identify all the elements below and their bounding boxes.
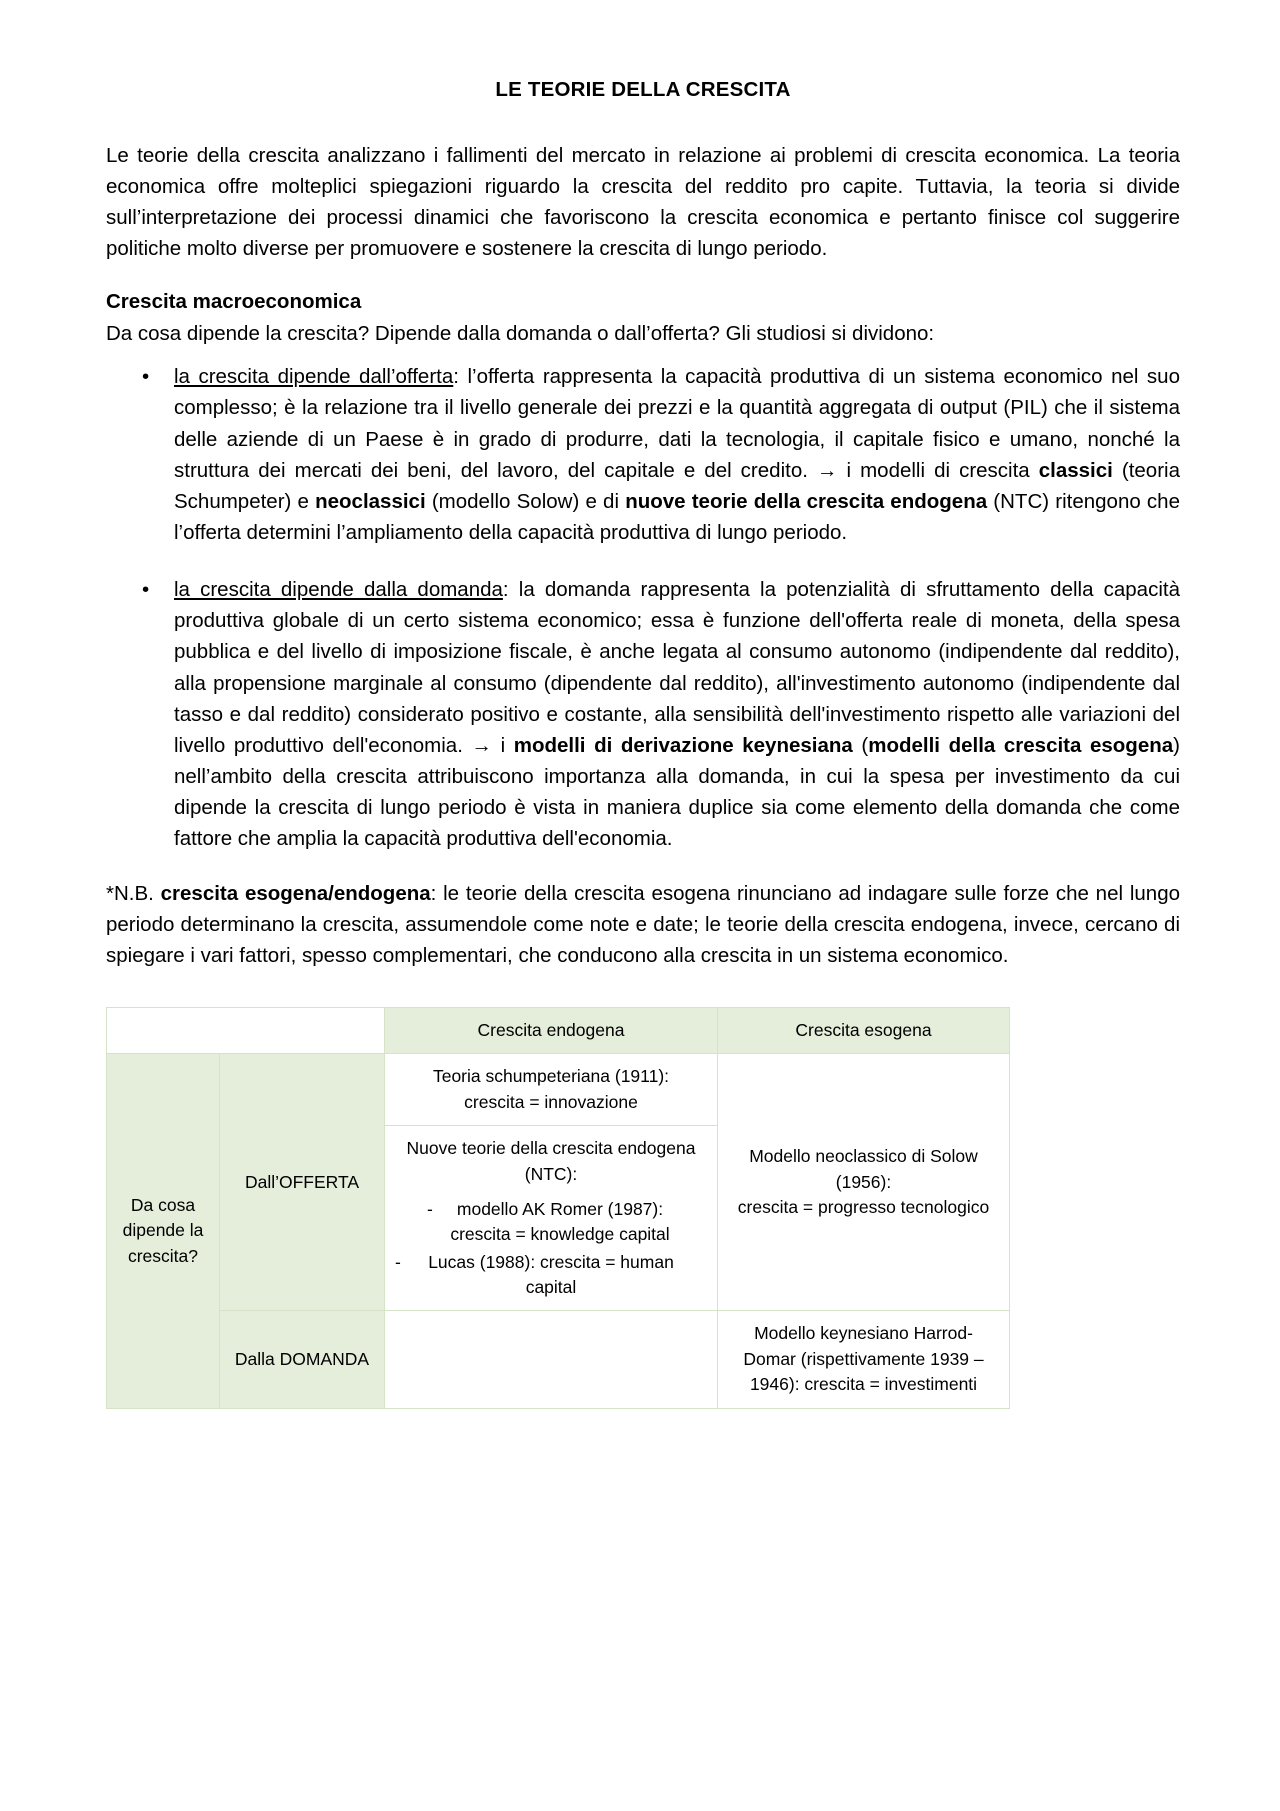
cell-line: Lucas (1988): crescita = human <box>428 1251 674 1272</box>
cell-esogena-harrod-domar <box>718 1311 1010 1408</box>
note-text: : le teorie della crescita esogena rinunciano ad indagare sulle forze che nel lungo periodo determinano la crescita, assumendole come note e date; le teorie della crescita endogena, invece, cercano di spiegare i vari fattori, spesso complementari, che conducono alla crescita in un sistema economico. <box>106 881 1180 967</box>
bullet-label: la crescita dipende dall’offerta <box>174 365 454 389</box>
bullet-text-3: (modello Solow) e di <box>425 489 626 513</box>
cell-line: Modello neoclassico di Solow <box>749 1146 978 1167</box>
cell-line: Domar (rispettivamente 1939 – <box>743 1348 984 1369</box>
dash-marker: - <box>395 1251 401 1272</box>
list-item <box>393 1250 709 1301</box>
bullet-marker: • <box>142 365 150 389</box>
bullet-marker: • <box>142 578 150 602</box>
cell-line: (1956): <box>835 1171 892 1192</box>
section-lead: Da cosa dipende la crescita? Dipende dalla domanda o dall’offerta? Gli studiosi si dividono: <box>106 322 935 346</box>
column-header-endogena: Crescita endogena <box>385 1008 718 1054</box>
growth-comparison-table <box>106 1007 1010 1409</box>
cell-line: capital <box>525 1277 577 1298</box>
table-row <box>107 1311 1010 1408</box>
intro-paragraph: Le teorie della crescita analizzano i fallimenti del mercato in relazione ai problemi di crescita economica. La teoria economica offre molteplici spiegazioni riguardo la crescita del reddito pro capite. Tuttavia, la teoria si divide sull’interpretazione dei processi dinamici che favoriscono la crescita economica e pertanto finisce col suggerire politiche molto diverse per promuovere e sostenere la crescita di lungo periodo. <box>106 143 1180 261</box>
cell-line: crescita = progresso tecnologico <box>737 1197 990 1218</box>
bullet-text-1: : l’offerta rappresenta la capacità produttiva di un sistema economico nel suo complesso; è la relazione tra il livello generale dei prezzi e la quantità aggregata di output (PIL) che il sistema delle aziende di un Paese è in grado di produrre, dati la tecnologia, il capitale fisico e umano, nonché la struttura dei mercati dei beni, del lavoro, del capitale e del credito. → i modelli di crescita <box>174 365 1180 482</box>
spacer <box>106 264 1180 287</box>
cell-endogena-ntc <box>385 1126 718 1311</box>
cell-line: Nuove teorie della crescita endogena <box>406 1138 696 1159</box>
cell-line: crescita = knowledge capital <box>450 1224 670 1245</box>
list-item <box>106 361 1180 548</box>
table-row <box>107 1054 1010 1126</box>
cell-line: crescita = innovazione <box>464 1091 638 1112</box>
column-header-esogena: Crescita esogena <box>718 1008 1010 1054</box>
bullet-list <box>106 361 1180 854</box>
note-paragraph <box>106 878 1180 971</box>
list-item <box>106 574 1180 854</box>
bullet-text-1: : la domanda rappresenta la potenzialità di sfruttamento della capacità produttiva globale di un certo sistema economico; essa è funzione dell'offerta reale di moneta, della spesa pubblica e del livello di imposizione fiscale, è anche legata al consumo autonomo (indipendente dal reddito), alla propensione marginale al consumo (dipendente dal reddito), all'investimento autonomo (indipendente dal tasso e dal reddito) considerato positivo e costante, alla sensibilità dell'investimento rispetto alle variazioni del livello produttivo dell'economia. → i <box>174 578 1180 757</box>
table-corner-cell <box>107 1008 385 1054</box>
page-title: LE TEORIE DELLA CRESCITA <box>495 78 791 101</box>
note-bold: crescita esogena/endogena <box>160 881 431 905</box>
bullet-text-2: (teoria Schumpeter) e <box>174 458 1180 513</box>
bullet-bold-2: neoclassici <box>315 489 426 513</box>
cell-endogena-schumpeter <box>385 1054 718 1126</box>
list-item <box>393 1197 709 1248</box>
bullet-text-4: (NTC) ritengono che l’offerta determini l’ampliamento della capacità produttiva di lungo periodo. <box>174 489 1180 544</box>
bullet-bold-2: modelli della crescita esogena <box>868 733 1174 757</box>
cell-line: (NTC): <box>524 1163 578 1184</box>
bullet-text-3: ) nell’ambito della crescita attribuiscono importanza alla domanda, in cui la spesa per investimento da cui dipende la crescita di lungo periodo è vista in maniera duplice sia come elemento della domanda che come fattore che amplia la capacità produttiva dell'economia. <box>174 733 1180 851</box>
dash-marker: - <box>427 1198 433 1219</box>
row-label-offerta: Dall’OFFERTA <box>220 1054 385 1311</box>
cell-line: 1946): crescita = investimenti <box>749 1374 978 1395</box>
section-heading: Crescita macroeconomica <box>106 290 362 314</box>
row-label-domanda: Dalla DOMANDA <box>220 1311 385 1408</box>
spacer <box>106 349 1180 361</box>
row-group-label: Da cosa dipende la crescita? <box>107 1054 220 1408</box>
spacer <box>106 855 1180 878</box>
cell-endogena-domanda-empty <box>385 1311 718 1408</box>
bullet-bold-3: nuove teorie della crescita endogena <box>625 489 988 513</box>
note-prefix: *N.B. <box>106 881 161 905</box>
cell-line: Modello keynesiano Harrod- <box>754 1323 973 1344</box>
cell-line: modello AK Romer (1987): <box>456 1198 664 1219</box>
table-header-row <box>107 1008 1010 1054</box>
bullet-bold-1: modelli di derivazione keynesiana <box>513 733 853 757</box>
cell-line: Teoria schumpeteriana (1911): <box>432 1066 670 1087</box>
bullet-bold-1: classici <box>1038 458 1113 482</box>
spacer <box>106 104 1180 140</box>
cell-esogena-solow <box>718 1054 1010 1311</box>
cell-sub-list <box>393 1197 709 1301</box>
bullet-label: la crescita dipende dalla domanda <box>174 578 503 602</box>
bullet-text-2: ( <box>852 733 869 757</box>
